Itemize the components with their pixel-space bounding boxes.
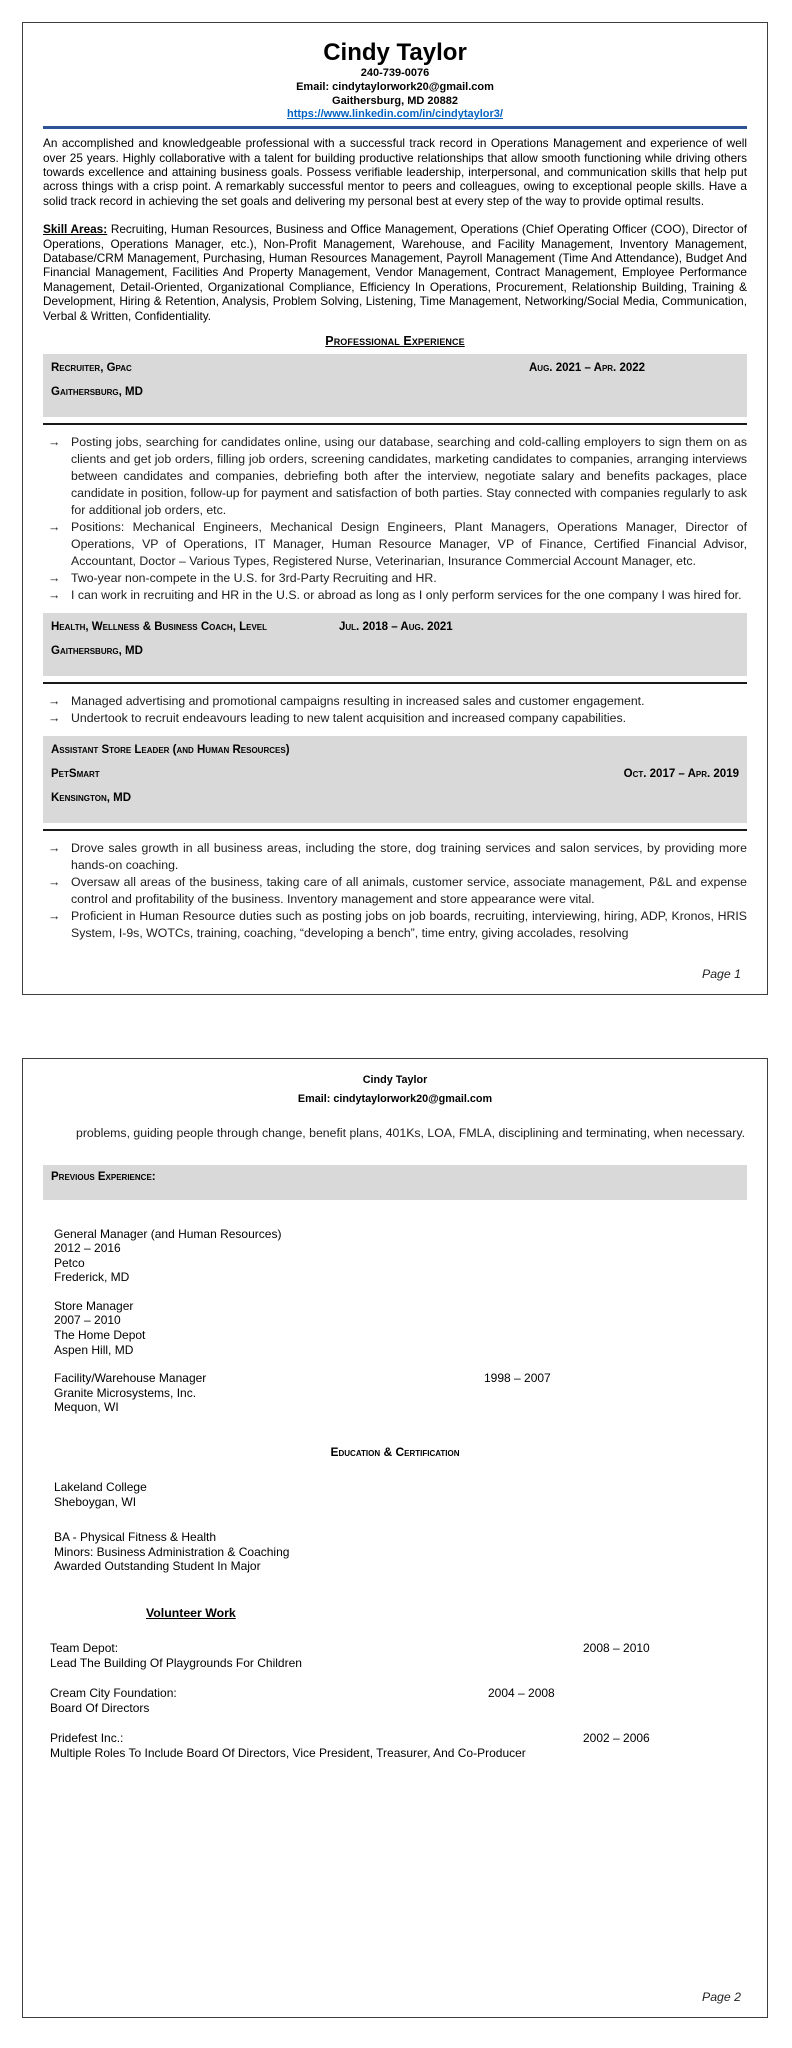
list-item [43, 908, 747, 942]
arrow-bullet-icon [43, 874, 71, 908]
arrow-bullet-icon [43, 434, 71, 519]
volunteer-org: Pridefest Inc.: [50, 1731, 124, 1745]
job-location: Gaithersburg, MD [51, 645, 143, 658]
job-bullets [43, 693, 747, 727]
job-title: Assistant Store Leader (and Human Resources) [51, 744, 290, 757]
volunteer-dates: 2008 – 2010 [583, 1641, 650, 1655]
volunteer-org: Team Depot: [50, 1641, 119, 1655]
job-entry-coach [43, 613, 747, 727]
volunteer-item [50, 1641, 747, 1671]
job-company: The Home Depot [54, 1328, 146, 1343]
divider [43, 682, 747, 684]
volunteer-dates: 2004 – 2008 [488, 1686, 555, 1700]
arrow-bullet-icon [43, 519, 71, 570]
resume-page-2 [22, 1058, 768, 2018]
volunteer-item [50, 1731, 747, 1761]
job-header [43, 354, 747, 417]
skill-areas-text: Recruiting, Human Resources, Business and Office Management, Operations (Chief Operating Officer (COO), Director of Operations, Operations Manager, etc.), Non-Profit Management, Warehouse, and Facility Management, Inventory Management, Database/CRM Management, Purchasing, Human Resources Management, Payroll Management (Time And Attendance), Budget And Financial Management, Facilities And Property Management, Vendor Management, Contract Management, Employee Performance Management, Detail-Oriented, Organizational Compliance, Efficiency In Operations, Procurement, Relationship Building, Training & Development, Hiring & Retention, Analysis, Problem Solving, Listening, Time Management, Networking/Social Media, Communication, Verbal & Written, Confidentiality. [43, 222, 748, 323]
job-location: Gaithersburg, MD [51, 386, 143, 399]
email-line: Email: cindytaylorwork20@gmail.com [297, 1092, 493, 1105]
arrow-bullet-icon [43, 570, 71, 587]
location-line: Gaithersburg, MD 20882 [332, 94, 458, 107]
divider [43, 423, 747, 425]
skill-areas-paragraph [43, 222, 747, 323]
job-bullets [43, 434, 747, 604]
arrow-bullet-icon [43, 587, 71, 604]
job-title: General Manager (and Human Resources) [54, 1226, 282, 1241]
arrow-bullet-icon [43, 693, 71, 710]
bullet-text: Positions: Mechanical Engineers, Mechanical Design Engineers, Plant Managers, Operations Manager, Director of Operations, VP of Operations, IT Manager, Human Resource Manager, VP of Finance, Certified Financial Advisor, Accountant, Doctor – Various Types, Registered Nurse, Veterinarian, Insurance Commercial Account Manager, etc. [71, 520, 747, 569]
job-company: Granite Microsystems, Inc. [54, 1385, 197, 1400]
job-dates: Jul. 2018 – Aug. 2021 [339, 621, 453, 634]
job-location: Frederick, MD [54, 1270, 130, 1285]
arrow-bullet-icon [43, 908, 71, 942]
bullet-text: Posting jobs, searching for candidates online, using our database, searching and cold-calling employers to sign them on as clients and get job orders, filling job orders, screening candidates, marketing candidates to companies, arranging interviews between candidates and companies, debriefing both after the interview, negotiate salary and benefits packages, place candidate in position, follow-up for payment and satisfaction of both parties. Stay connected with companies regularly to ask for additional job orders, etc. [71, 435, 747, 518]
job-dates: Aug. 2021 – Apr. 2022 [529, 362, 646, 375]
list-item [43, 519, 747, 570]
education-school [54, 1480, 747, 1509]
education-degree [54, 1530, 747, 1574]
section-heading-professional-experience: Professional Experience [325, 334, 465, 349]
job-company: PetSmart [51, 768, 100, 781]
skill-areas-label: Skill Areas: [43, 222, 108, 237]
bullet-text: Proficient in Human Resource duties such as posting jobs on job boards, recruiting, interviewing, hiring, ADP, Kronos, HRIS System, I-9s, WOTCs, training, coaching, “developing a bench”, time entry, giving accolades, resolving [71, 909, 747, 941]
phone-number: 240-739-0076 [360, 67, 430, 79]
list-item [43, 710, 747, 727]
continuation-paragraph: problems, guiding people through change, benefit plans, 401Ks, LOA, FMLA, disciplining and terminating, when necessary. [76, 1126, 745, 1140]
degree: BA - Physical Fitness & Health [54, 1530, 217, 1545]
linkedin-line [43, 108, 747, 122]
arrow-bullet-icon [43, 840, 71, 874]
list-item [43, 874, 747, 908]
school-name: Lakeland College [54, 1480, 147, 1495]
job-dates: 2012 – 2016 [54, 1241, 121, 1256]
list-item [43, 434, 747, 519]
list-item [43, 587, 747, 604]
job-header [43, 613, 747, 676]
job-title: Recruiter, Gpac [51, 362, 132, 375]
job-dates: Oct. 2017 – Apr. 2019 [623, 768, 739, 781]
job-dates: 1998 – 2007 [484, 1371, 551, 1386]
bullet-text: Oversaw all areas of the business, taking care of all animals, customer service, associate management, P&L and expense control and profitability of the business. Inventory management and store appearance were vital. [71, 875, 747, 907]
job-entry-petsmart [43, 736, 747, 942]
section-heading-previous-experience: Previous Experience: [43, 1165, 747, 1200]
volunteer-description: Multiple Roles To Include Board Of Directors, Vice President, Treasurer, And Co-Producer [50, 1746, 526, 1760]
section-heading-education: Education & Certification [330, 1445, 460, 1460]
linkedin-link[interactable]: https://www.linkedin.com/in/cindytaylor3/ [287, 108, 503, 121]
volunteer-dates: 2002 – 2006 [583, 1731, 650, 1745]
email-line: Email: cindytaylorwork20@gmail.com [296, 80, 494, 93]
page-number: Page 2 [702, 1990, 741, 2004]
volunteer-description: Lead The Building Of Playgrounds For Children [50, 1656, 302, 1670]
previous-job [54, 1227, 747, 1285]
job-location: Mequon, WI [54, 1400, 119, 1415]
list-item [43, 693, 747, 710]
section-heading-volunteer-work: Volunteer Work [146, 1606, 236, 1620]
volunteer-description: Board Of Directors [50, 1701, 150, 1715]
minors: Minors: Business Administration & Coaching [54, 1544, 290, 1559]
list-item [43, 570, 747, 587]
candidate-name: Cindy Taylor [323, 39, 467, 66]
job-title: Store Manager [54, 1298, 134, 1313]
previous-job [54, 1371, 747, 1415]
divider [43, 829, 747, 831]
bullet-text: Undertook to recruit endeavours leading to new talent acquisition and increased company capabilities. [71, 711, 627, 726]
arrow-bullet-icon [43, 710, 71, 727]
award: Awarded Outstanding Student In Major [54, 1559, 261, 1574]
bullet-text: Managed advertising and promotional campaigns resulting in increased sales and customer engagement. [71, 694, 645, 709]
school-location: Sheboygan, WI [54, 1494, 137, 1509]
bullet-text: Two-year non-compete in the U.S. for 3rd-Party Recruiting and HR. [71, 571, 437, 586]
previous-job [54, 1299, 747, 1357]
page2-header [43, 1074, 747, 1106]
volunteer-item [50, 1686, 747, 1716]
candidate-name: Cindy Taylor [362, 1074, 428, 1086]
job-title: Facility/Warehouse Manager [54, 1371, 207, 1386]
resume-header [43, 39, 747, 129]
bullet-text: I can work in recruiting and HR in the U.S. or abroad as long as I only perform services for the one company I was hired for. [71, 588, 742, 603]
bullet-text: Drove sales growth in all business areas, including the store, dog training services and salon services, by providing more hands-on coaching. [71, 841, 747, 873]
page-number: Page 1 [702, 967, 741, 981]
job-location: Kensington, MD [51, 792, 131, 805]
volunteer-org: Cream City Foundation: [50, 1686, 177, 1700]
job-entry-recruiter [43, 354, 747, 604]
job-title: Health, Wellness & Business Coach, Level [51, 621, 267, 634]
job-dates: 2007 – 2010 [54, 1313, 121, 1328]
job-bullets [43, 840, 747, 942]
list-item [43, 840, 747, 874]
summary-paragraph: An accomplished and knowledgeable professional with a successful track record in Operations Management and experience of well over 25 years. Highly collaborative with a talent for building productive relationships that allow smooth functioning while driving others towards excellence and attaining business goals. Possess verifiable leadership, interpersonal, and communication skills that help put across things with a crisp point. A remarkably successful mentor to peers and colleagues, owing to exceptional people skills. Have a solid track record in achieving the set goals and delivering my personal best at every step of the way to provide optimal results. [43, 136, 747, 208]
job-header [43, 736, 747, 823]
resume-page-1 [22, 22, 768, 995]
job-company: Petco [54, 1255, 85, 1270]
job-location: Aspen Hill, MD [54, 1342, 134, 1357]
